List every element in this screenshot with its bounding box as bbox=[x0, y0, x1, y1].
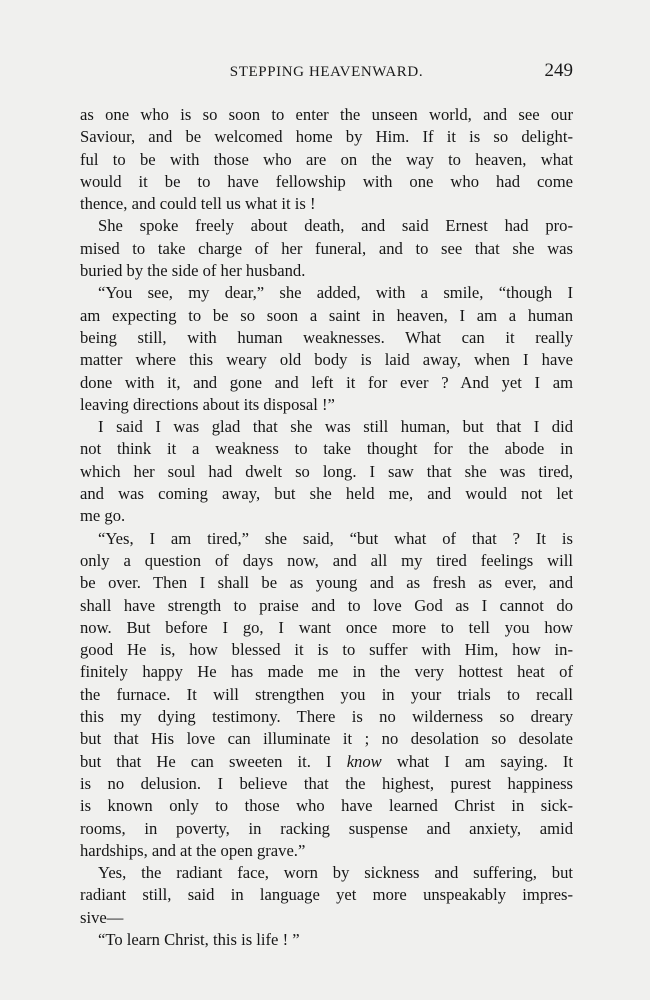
text-line: am expecting to be so soon a saint in heaven, I am a human bbox=[80, 305, 573, 325]
body-text bbox=[80, 104, 573, 951]
running-head bbox=[80, 60, 573, 90]
text-line: now. But before I go, I want once more to tell you how bbox=[80, 617, 573, 637]
text-line: matter where this weary old body is laid away, when I have bbox=[80, 350, 573, 370]
text-line: finitely happy He has made me in the very hottest heat of bbox=[80, 662, 573, 682]
text-line: only a question of days now, and all my tired feelings will bbox=[80, 550, 573, 570]
text-line: Yes, the radiant face, worn by sickness and suffering, but bbox=[98, 863, 573, 883]
text-line: hardships, and at the open grave.” bbox=[80, 840, 306, 860]
running-title: STEPPING HEAVENWARD. bbox=[229, 64, 424, 80]
text-line: I said I was glad that she was still human, but that I did bbox=[98, 417, 573, 437]
text-run: but that He can sweeten it. I bbox=[80, 751, 347, 771]
text-line: sive— bbox=[80, 907, 124, 927]
text-line: this my dying testimony. There is no wilderness so dreary bbox=[80, 707, 573, 727]
text-line: “To learn Christ, this is life ! ” bbox=[98, 929, 300, 949]
text-line: good He is, how blessed it is to suffer with Him, how in- bbox=[80, 640, 573, 660]
text-line: as one who is so soon to enter the unseen world, and see our bbox=[80, 105, 573, 124]
emphasis-text: know bbox=[346, 751, 382, 771]
text-line: me go. bbox=[80, 506, 126, 526]
text-line: and was coming away, but she held me, and would not let bbox=[80, 484, 573, 504]
text-line: ful to be with those who are on the way to heaven, what bbox=[80, 149, 573, 169]
text-line: Saviour, and be welcomed home by Him. If it is so delight- bbox=[80, 127, 573, 147]
text-line: buried by the side of her husband. bbox=[80, 261, 306, 281]
text-line bbox=[80, 751, 573, 773]
text-line: thence, and could tell us what it is ! bbox=[80, 194, 316, 214]
text-line: “You see, my dear,” she added, with a smile, “though I bbox=[98, 283, 573, 303]
text-line: not think it a weakness to take thought for the abode in bbox=[80, 439, 573, 459]
text-line: would it be to have fellowship with one who had come bbox=[80, 171, 573, 191]
text-run: what I am saying. It bbox=[381, 751, 574, 771]
text-line: radiant still, said in language yet more unspeakably impres- bbox=[80, 885, 573, 905]
text-line: She spoke freely about death, and said Ernest had pro- bbox=[98, 216, 573, 236]
text-line: shall have strength to praise and to love God as I cannot do bbox=[80, 595, 573, 615]
text-line: “Yes, I am tired,” she said, “but what of that ? It is bbox=[98, 528, 573, 548]
page-number: 249 bbox=[544, 60, 573, 81]
text-line: leaving directions about its disposal !” bbox=[80, 394, 335, 414]
text-line: but that His love can illuminate it ; no desolation so desolate bbox=[80, 729, 573, 749]
text-line: mised to take charge of her funeral, and to see that she was bbox=[80, 238, 573, 258]
text-line: the furnace. It will strengthen you in your trials to recall bbox=[80, 684, 573, 704]
text-line: be over. Then I shall be as young and as fresh as ever, and bbox=[80, 573, 573, 593]
text-line: is no delusion. I believe that the highest, purest happiness bbox=[80, 773, 573, 793]
text-line: done with it, and gone and left it for ever ? And yet I am bbox=[80, 372, 573, 392]
text-line: which her soul had dwelt so long. I saw that she was tired, bbox=[80, 461, 573, 481]
text-line: rooms, in poverty, in racking suspense and anxiety, amid bbox=[80, 818, 573, 838]
text-line: being still, with human weaknesses. What can it really bbox=[80, 327, 573, 347]
text-line: is known only to those who have learned Christ in sick- bbox=[80, 796, 573, 816]
